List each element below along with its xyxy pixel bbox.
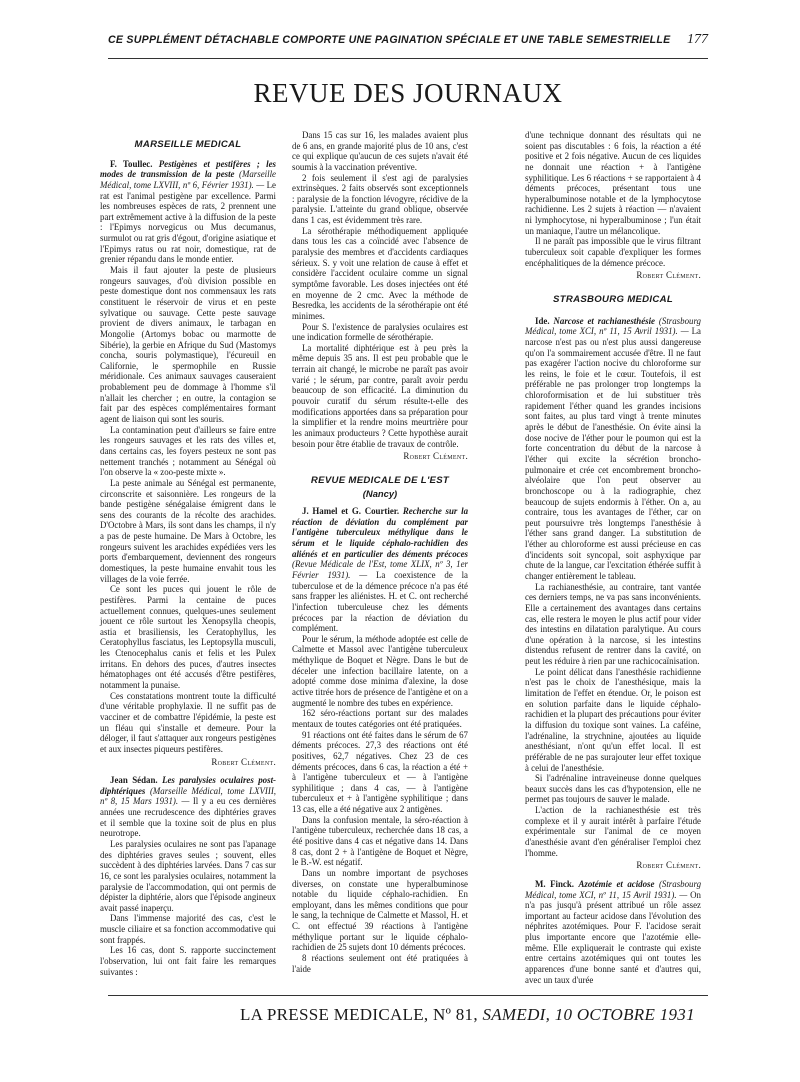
article-author: Ide. xyxy=(535,315,550,326)
column-1 xyxy=(100,130,276,977)
article-paragraph: Si l'adrénaline intraveineuse donne quelques beaux succès dans les cas d'hypotension, elle ne permet pas toujours de sauver le malade. xyxy=(525,773,701,805)
article-author: J. Hamel et G. Courtier. xyxy=(302,506,400,517)
article-head xyxy=(292,506,468,634)
article-title: Narcose et rachianesthésie xyxy=(553,315,655,326)
article-author: M. Finck. xyxy=(535,878,574,889)
article-text: Il y a eu ces dernières années une recrudescence des diphtéries graves et il semble que la toxine soit de plus en plus neurotrope. xyxy=(100,796,277,839)
article-head xyxy=(100,159,276,265)
article-paragraph: d'une technique donnant des résultats qui ne soient pas discutables : 6 fois, la réaction a été positive et 2 fois négative. Aucun de ces liquides ne donnait une réaction + à l'antigène syphilitique. Les 6 réactions + se rapportaient à 4 déments précoces, présentant tous une hyperalbuminose notable et de la lymphocytose rachidienne. Les 2 sujets à réaction — n'avaient ni lymphocytose, ni hyperalbuminose ; l'un était un maniaque, l'autre un mélancolique. xyxy=(525,130,701,236)
section-heading: REVUE MEDICALE DE L'EST xyxy=(310,474,450,486)
article-paragraph: Ce sont les puces qui jouent le rôle de pestifères. Parmi la centaine de puces actuellement connues, quelques-unes seulement jouent ce rôle surtout les Xenopsylla cheopis, astia et brasiliensis, les Ceratophyllus, les Ceratophyllus fasciatus, les Leptopsylla musculi, les Ctenocephalus canis et felis et les Pulex irritans. En dehors des puces, d'autres insectes hématophages ont été accusés d'être pestifères, notamment la punaise. xyxy=(100,584,276,691)
article-paragraph: Il ne paraît pas impossible que le virus filtrant tuberculeux soit capable d'expliquer les formes encéphalitiques de la démence précoce. xyxy=(525,236,701,268)
article-head xyxy=(525,879,701,985)
article-paragraph: Le point délicat dans l'anesthésie rachidienne n'est pas le choix de l'anesthésique, mais la limitation de l'effet en étendue. Or, le poison est en solution parfaite dans le liquide céphalo-rachidien et la plupart des précautions pour éviter la diffusion du toxique sont vaines. La caféine, l'adrénaline, la strychnine, ajoutées au liquide anesthésiant, n'ont qu'un effet local. Il est préférable de ne pas surajouter leur effet toxique à celui de l'anesthésie. xyxy=(525,666,701,773)
header-rule xyxy=(108,58,708,59)
article-text: La narcose n'est pas ou n'est plus aussi dangereuse qu'on l'a sommairement accusée d'être. Il ne faut pas exagérer l'action nocive du chloroforme sur les reins, le foie et le cœur. Toutefois, il est préférable ne pas prolonger trop longtemps la chloroformisation et de lui substituer très rapidement l'éther quand les grandes incisions sont faites, au plus tard vingt à trente minutes après le début de l'anesthésie. On évite ainsi la dose nocive de l'éther pour le poumon qui est la forte concentration du début de la narcose à l'éther qui excite la sécrétion broncho-pulmonaire et crée cet encombrement broncho-alvéolaire que l'on peut observer au bronchoscope ou à la radiographie, chez beaucoup de sujets endormis à l'éther. On a, au contraire, tous les avantages de l'éther, car on peut poursuivre très longtemps l'anesthésie à l'éther sans grand danger. La substitution de l'éther au chloroforme est aussi précieuse en cas d'incidents soit syncopal, soit asphyxique par chute de la langue, car l'excitation éthérée suffit à changer entièrement le tableau. xyxy=(525,326,701,581)
article-reference: (Marseille Médical, tome LXVIII, nº 6, Février 1931). — xyxy=(100,169,276,190)
section-heading: MARSEILLE MEDICAL xyxy=(134,139,242,150)
article-reference: (Strasbourg Médical, tome XCI, nº 11, 15 Avril 1931). — xyxy=(525,878,702,900)
article-paragraph: 162 séro-réactions portant sur des malades mentaux de toutes catégories ont été pratiquées. xyxy=(292,708,468,729)
section-heading: STRASBOURG MEDICAL xyxy=(553,293,673,305)
article-paragraph: Pour le sérum, la méthode adoptée est celle de Calmette et Massol avec l'antigène tuberculeux méthylique de Boquet et Nègre. Dans le but de déceler une infection bacillaire latente, on a adopté comme dose minima d'alexine, la dose active titrée hors de présence de l'antigène et on a augmenté le nombre des tubes en expérience. xyxy=(292,633,468,708)
running-header xyxy=(108,32,708,54)
article-author: F. Toullec. xyxy=(110,158,153,169)
article-paragraph: La peste animale au Sénégal est permanente, circonscrite et saisonnière. Les rongeurs de la bande pestigène sénégalaise émigrent dans le sens des courants de la récolte des arachides. D'Octobre à Mars, ils sont dans les champs, il n'y a pas de peste humaine. De Mars à Octobre, les rongeurs suivent les arachides expédiées vers les ports d'embarquement, deviennent des rongeurs domestiques, la peste humaine envahit tous les villages de la voie ferrée. xyxy=(100,477,276,584)
article-paragraph: La rachianesthésie, au contraire, tant vantée ces derniers temps, ne va pas sans inconvénients. Elle a certainement des avantages dans certains cas, elle restera le moyen le plus actif pour vider des intestins en dilatation paralytique. Au cours d'une opération à la narcose, si les intestins distendus refusent de rentrer dans la cavité, on peut les réduire à rien par une rachicocaïnisation. xyxy=(525,581,701,667)
article-paragraph: Dans 15 cas sur 16, les malades avaient plus de 6 ans, en grande majorité plus de 10 ans, c'est ce qui explique qu'aucun de ces sujets n'avait été soumis à la vaccination préventive. xyxy=(292,130,468,172)
header-text: CE SUPPLÉMENT DÉTACHABLE COMPORTE UNE PAGINATION SPÉCIALE ET UNE TABLE SEMESTRIELLE xyxy=(108,34,671,46)
article-paragraph: L'action de la rachianesthésie est très complexe et il y aurait intérêt à parfaire l'étude expérimentale sur l'animal de ce moyen d'anesthésie avant d'en généraliser l'emploi chez l'homme. xyxy=(525,805,701,858)
article-paragraph: Les 16 cas, dont S. rapporte succinctement l'observation, lui ont fait faire les remarques suivantes : xyxy=(100,945,276,977)
article-paragraph: La sérothérapie méthodiquement appliquée dans tous les cas a coïncidé avec l'absence de paralysie des membres et d'accidents cardiaques sérieux. S. y voit une relation de cause à effet et considère l'accident oculaire comme un signal symptôme favorable. Les doses injectées ont été en moyenne de 2 cmc. Avec la méthode de Besredka, les accidents de la sérothérapie ont été minimes. xyxy=(292,225,468,321)
article-paragraph: Ces constatations montrent toute la difficulté d'une véritable prophylaxie. Il ne suffit pas de vacciner et de combattre l'épidémie, la peste est un fléau qui s'installe et demeure. Pour la déloger, il faut s'attaquer aux rongeurs pestigènes et aux insectes piqueurs pestifères. xyxy=(100,690,276,754)
article-head xyxy=(100,775,276,839)
article-signature: Robert Clément. xyxy=(211,756,276,767)
article-reference: (Marseille Médical, tome LXVIII, nº 8, 15 Mars 1931). — xyxy=(100,785,276,807)
article-reference: (Strasbourg Médical, tome XCI, nº 11, 15 Avril 1931). — xyxy=(525,315,701,337)
article-signature: Robert Clément. xyxy=(403,451,468,462)
section-subheading: (Nancy) xyxy=(362,487,398,499)
page-number: 177 xyxy=(687,32,708,47)
article-author: Jean Sédan. xyxy=(110,775,158,786)
footer-date: SAMEDI, 10 OCTOBRE 1931 xyxy=(482,1005,695,1024)
article-paragraph: Dans un nombre important de psychoses diverses, on constate une hyperalbuminose notable du liquide céphalo-rachidien. En employant, dans les mêmes conditions que pour le sang, la technique de Calmette et Massol, H. et C. ont effectué 39 réactions à l'antigène méthylique portant sur le liquide céphalo-rachidien de 25 sujets dont 10 déments précoces. xyxy=(292,867,468,953)
article-paragraph: Les paralysies oculaires ne sont pas l'apanage des diphtéries graves seules ; souvent, elles succèdent à des diphtéries larvées. Dans 7 cas sur 16, ce sont les paralysies oculaires, notamment la paralysie de l'accommodation, qui ont permis de dépister la diphtérie, alors que l'épisode angineux avait passé inaperçu. xyxy=(100,839,276,913)
article-head xyxy=(525,316,701,582)
article-paragraph: 8 réactions seulement ont été pratiquées à l'aide xyxy=(292,953,468,974)
article-title: Les paralysies oculaires post-diphtériques xyxy=(100,775,276,796)
article-paragraph: La contamination peut d'ailleurs se faire entre les rongeurs sauvages et les rats des villes et, dans certains cas, les foyers pesteux ne sont pas nettement tranchés ; notamment au Sénégal où l'on observe la « zoo-peste mixte ». xyxy=(100,424,276,478)
article-title: Pestigènes et pestifères ; les modes de transmission de la peste xyxy=(100,158,277,180)
footer-rule xyxy=(108,995,708,996)
article-title: Recherche sur la réaction de déviation du complément par l'antigène tuberculeux méthylique dans le sérum et le liquide céphalo-rachidien des aliénés et en particulier des déments précoces xyxy=(292,506,469,559)
footer-journal: LA PRESSE MEDICALE, Nº 81, xyxy=(240,1005,478,1024)
column-2 xyxy=(292,130,468,974)
article-paragraph: La mortalité diphtérique est à peu près la même depuis 35 ans. Il est peu probable que le terrain ait changé, le microbe ne paraît pas avoir varié ; le sérum, par contre, paraît avoir perdu beaucoup de son efficacité. La diminution du pouvoir curatif du sérum résulte-t-elle des modifications apportées dans sa préparation pour la simplifier et la rendre moins meurtrière pour les animaux producteurs ? Cette hypothèse aurait besoin pour être établie de travaux de contrôle. xyxy=(292,342,468,449)
article-paragraph: Pour S. l'existence de paralysies oculaires est une indication formelle de sérothérapie. xyxy=(292,321,468,343)
article-text: On n'a pas jusqu'à présent attribué un rôle assez important au facteur acidose dans l'évolution des néphrites azotémiques. Pour F. l'acidose serait plus importante encore que l'azotémie elle-même. Elle expliquerait le contraste qui existe entre certains azotémiques qui ont toutes les apparences d'une bonne santé et d'autres qui, avec un taux d'urée xyxy=(525,889,701,985)
page-title: REVUE DES JOURNAUX xyxy=(253,78,563,108)
article-text: Le rat est l'animal pestigène par excellence. Parmi les nombreuses espèces de rats, 2 prennent une part extrêmement active à la diffusion de la peste : l'Epimys norvegicus ou Mus decumanus, surmulot ou rat gris d'égout, d'origine asiatique et l'Epimys ratus ou rat noir, domestique, rat de grenier répandu dans le monde entier. xyxy=(100,179,277,265)
column-3 xyxy=(525,130,701,985)
article-paragraph: 2 fois seulement il s'est agi de paralysies extrinsèques. 2 faits observés sont exceptionnels : paralysie de la fonction lévogyre, récidive de la paralysie. L'atteinte du grand oblique, observée dans 1 cas, est évidemment très rare. xyxy=(292,172,468,226)
page-footer xyxy=(240,1005,695,1025)
article-signature: Robert Clément. xyxy=(636,860,701,871)
article-title: Azotémie et acidose xyxy=(578,878,655,889)
article-text: La coexistence de la tuberculose et de la démence précoce n'a pas été sans frapper les aliénistes. H. et C. ont recherché l'infection tuberculeuse chez les déments précoces par la réaction de déviation du complément. xyxy=(292,569,468,634)
article-paragraph: Dans la confusion mentale, la séro-réaction à l'antigène tuberculeux, recherchée dans 18 cas, a été positive dans 4 cas et négative dans 14. Dans 8 cas, dont 2 + à l'antigène de Boquet et Nègre, le B.-W. est négatif. xyxy=(292,814,468,868)
article-signature: Robert Clément. xyxy=(636,270,701,281)
article-paragraph: Mais il faut ajouter la peste de plusieurs rongeurs sauvages, d'où division possible en peste domestique dont nos commensaux les rats constituent le réservoir de virus et en peste sylvatique ou sauvage. Cette peste sauvage provient de divers animaux, le tarbagan en Mongolie (Artomys bobac ou marmotte de Sibérie), la gerbie en Afrique du Sud (Mastomys concha, souris polymastique), l'écureuil en Californie, le spermophile en Russie méridionale. Ces animaux sauvages causeraient probablement peu de dommage à l'homme s'il n'allait les chercher ; en outre, la contagion se fait par des espèces complémentaires formant agent de liaison qui sont les souris. xyxy=(100,265,276,425)
article-paragraph: 91 réactions ont été faites dans le sérum de 67 déments précoces. 27,3 des réactions ont été positives, 62,7 négatives. Chez 23 de ces déments précoces, dans 6 cas, la réaction a été + à l'antigène tuberculeux et — à l'antigène syphilitique ; dans 4 cas, — à l'antigène tuberculeux et + à l'antigène syphilitique ; dans 13 cas, elle a été négative aux 2 antigènes. xyxy=(292,729,468,815)
article-paragraph: Dans l'immense majorité des cas, c'est le muscle ciliaire et sa fonction accommodative qui sont frappés. xyxy=(100,913,276,945)
article-reference: (Revue Médicale de l'Est, tome XLIX, nº 3, 1er Février 1931). — xyxy=(292,559,468,580)
